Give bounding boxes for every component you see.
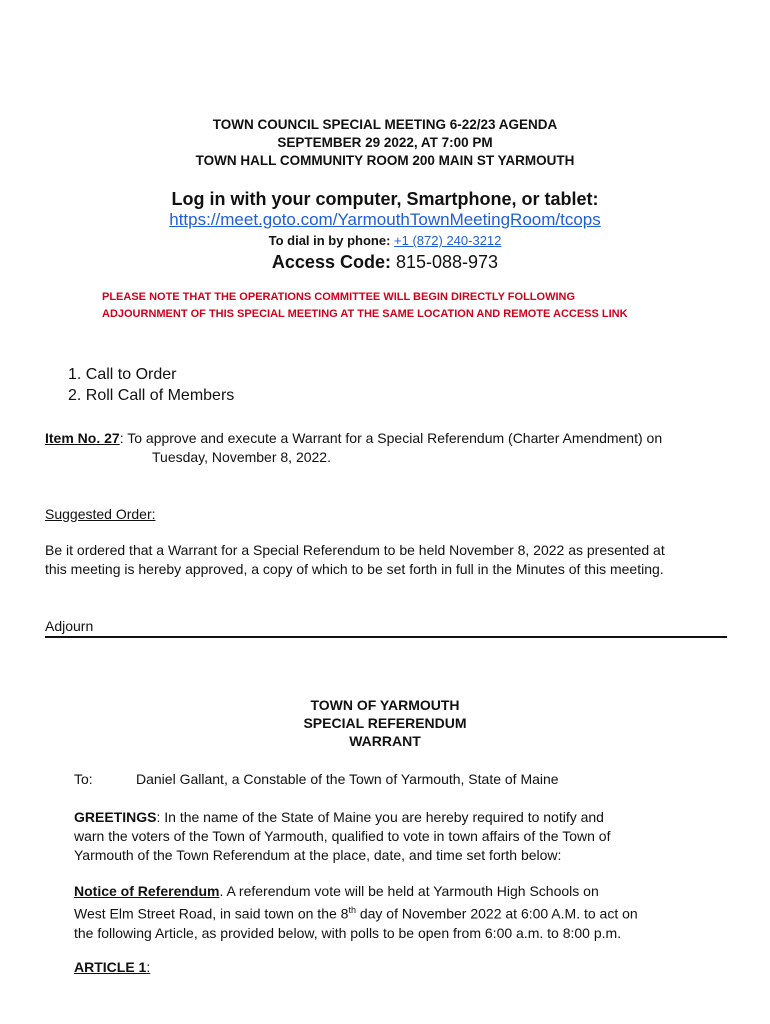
agenda-list (68, 364, 234, 406)
item-27-text-2: Tuesday, November 8, 2022. (152, 449, 331, 465)
greetings-line-2: warn the voters of the Town of Yarmouth, qualified to vote in town affairs of the Town of (74, 828, 611, 844)
greetings-label: GREETINGS (74, 809, 157, 825)
item-27-label: Item No. 27 (45, 430, 120, 446)
notice-line-2: ADJOURNMENT OF THIS SPECIAL MEETING AT THE SAME LOCATION AND REMOTE ACCESS LINK (102, 308, 628, 320)
article-1-colon: : (146, 959, 151, 975)
greetings-paragraph (74, 808, 714, 865)
warrant-title-line-1: TOWN OF YARMOUTH (310, 697, 460, 713)
suggested-order-label: Suggested Order: (45, 506, 156, 522)
notice-line-2-sup: th (348, 905, 356, 915)
section-divider (45, 636, 727, 638)
notice-of-referendum-label: Notice of Referendum (74, 883, 220, 899)
agenda-item-roll-call: 2. Roll Call of Members (68, 387, 235, 404)
notice-line-1: PLEASE NOTE THAT THE OPERATIONS COMMITTEE WILL BEGIN DIRECTLY FOLLOWING (102, 291, 576, 303)
item-27-text-1: : To approve and execute a Warrant for a Special Referendum (Charter Amendment) on (119, 430, 663, 446)
article-1-label: ARTICLE 1 (74, 959, 147, 975)
dial-in-line (0, 233, 770, 248)
notice-line-2a: West Elm Street Road, in said town on the 8 (74, 905, 349, 922)
greetings-line-1: : In the name of the State of Maine you are hereby required to notify and (156, 809, 604, 825)
warrant-title-line-3: WARRANT (349, 733, 421, 749)
article-1-heading (74, 958, 150, 977)
access-code-label: Access Code: (271, 252, 391, 272)
notice-of-referendum-paragraph (74, 882, 724, 943)
header-line-2: SEPTEMBER 29 2022, AT 7:00 PM (277, 135, 493, 150)
access-code-line (0, 252, 770, 273)
item-27 (45, 429, 662, 448)
header-line-1: TOWN COUNCIL SPECIAL MEETING 6-22/23 AGENDA (212, 117, 558, 132)
suggested-order-line-2: this meeting is hereby approved, a copy of which to be set forth in full in the Minutes of this meeting. (45, 561, 664, 577)
dial-in-label: To dial in by phone: (268, 233, 391, 248)
meeting-url-link[interactable]: https://meet.goto.com/YarmouthTownMeetingRoom/tcops (169, 210, 601, 229)
notice-line-3: the following Article, as provided below, with polls to be open from 6:00 a.m. to 8:00 p.m. (74, 924, 622, 941)
notice-line-1-text: . A referendum vote will be held at Yarmouth High Schools on (219, 883, 599, 899)
warrant-title (0, 696, 770, 750)
agenda-item-call-to-order: 1. Call to Order (68, 366, 177, 383)
access-code-value: 815-088-973 (395, 252, 499, 272)
suggested-order-line-1: Be it ordered that a Warrant for a Special Referendum to be held November 8, 2022 as presented at (45, 542, 665, 558)
header-line-3: TOWN HALL COMMUNITY ROOM 200 MAIN ST YARMOUTH (195, 153, 575, 168)
dial-in-number-link[interactable]: +1 (872) 240-3212 (394, 233, 502, 248)
operations-notice (102, 289, 702, 323)
adjourn-label: Adjourn (45, 618, 94, 634)
notice-line-2b: day of November 2022 at 6:00 A.M. to act on (355, 905, 638, 922)
meeting-url-line (0, 210, 770, 230)
login-title: Log in with your computer, Smartphone, or tablet: (171, 189, 599, 209)
greetings-line-3: Yarmouth of the Town Referendum at the place, date, and time set forth below: (74, 847, 562, 863)
warrant-title-line-2: SPECIAL REFERENDUM (303, 715, 467, 731)
to-label: To: (74, 771, 93, 787)
meeting-header (0, 116, 770, 170)
suggested-order-text (45, 541, 665, 579)
to-text: Daniel Gallant, a Constable of the Town of Yarmouth, State of Maine (136, 771, 559, 787)
